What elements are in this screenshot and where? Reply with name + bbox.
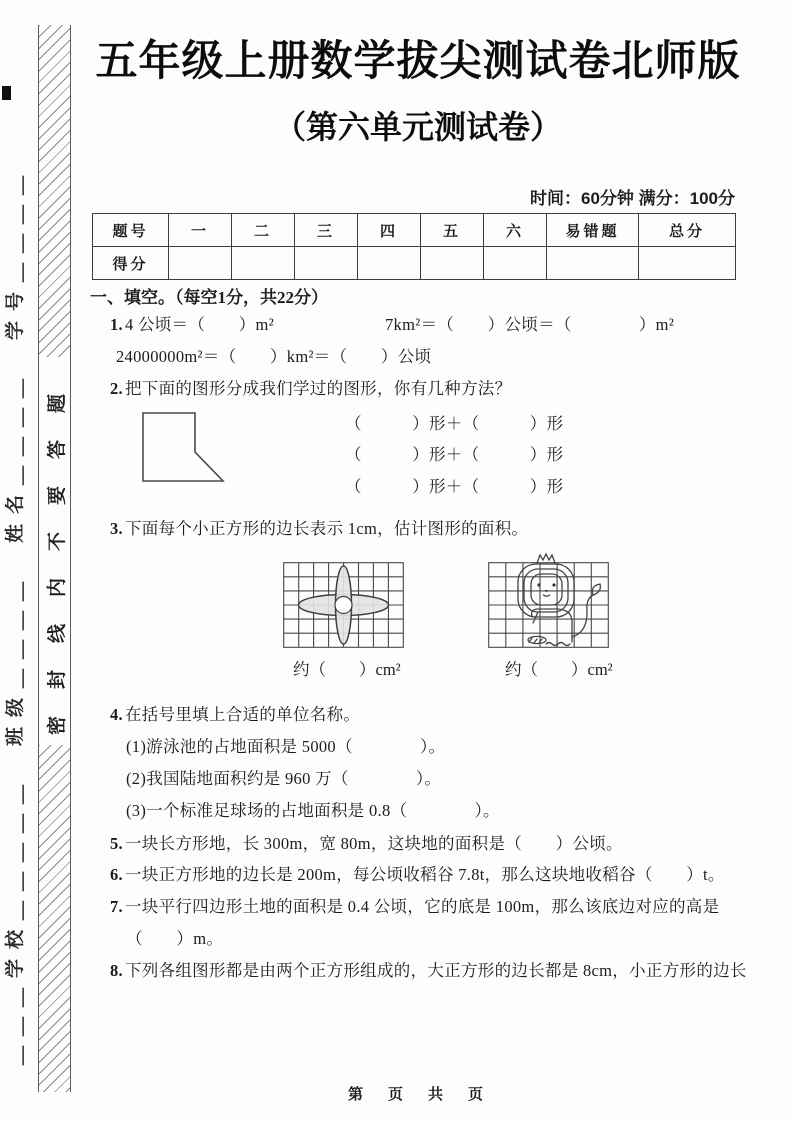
question-3-text: 3. 下面每个小正方形的边长表示 1cm，估计图形的面积。 <box>110 519 529 538</box>
score-table-cell: 五 <box>421 214 484 247</box>
score-row-label: 得分 <box>93 247 169 280</box>
score-table-cell: 二 <box>232 214 295 247</box>
question-2-blank-2: （ ）形＋（ ）形 <box>345 445 564 464</box>
page-subtitle: （第六单元测试卷） <box>273 109 562 145</box>
score-cell-empty <box>421 247 484 280</box>
question-8-text: 8. 下列各组图形都是由两个正方形组成的，大正方形的边长都是 8cm，小正方形的边长 <box>110 961 747 980</box>
seal-text-area <box>39 357 70 745</box>
question-7-number: 7. <box>110 897 123 916</box>
question-3-ellipse-grid-figure <box>283 562 404 648</box>
score-cell-empty <box>639 247 736 280</box>
question-4-text: 4. 在括号里填上合适的单位名称。 <box>110 705 361 724</box>
score-cell-empty <box>484 247 547 280</box>
question-4-number: 4. <box>110 705 123 724</box>
question-2-number: 2. <box>110 379 123 398</box>
score-table-cell: 总分 <box>639 214 736 247</box>
question-1-line-1: 1. 4 公顷＝（ ）m² <box>110 315 274 334</box>
question-5-number: 5. <box>110 834 123 853</box>
score-table-cell: 三 <box>295 214 358 247</box>
seal-band <box>38 25 71 1092</box>
question-8-number: 8. <box>110 961 123 980</box>
question-7-line-2: （ ）m。 <box>126 929 224 948</box>
score-table-cell: 题号 <box>93 214 169 247</box>
question-4-sub-2: (2)我国陆地面积约是 960 万（ ）。 <box>126 769 442 788</box>
page-footer: 第 页 共 页 <box>347 1087 488 1103</box>
score-table-score-row <box>93 247 736 280</box>
score-table-header-row <box>93 214 736 247</box>
hatch-pattern-bottom <box>39 745 70 1092</box>
question-4-sub-1: (1)游泳池的占地面积是 5000（ ）。 <box>126 737 446 756</box>
question-1-line-2: 24000000m²＝（ ）km²＝（ ）公顷 <box>116 347 432 366</box>
question-6-number: 6. <box>110 865 123 884</box>
lion-drawing <box>518 554 600 646</box>
score-cell-empty <box>358 247 421 280</box>
score-cell-empty <box>547 247 639 280</box>
question-1-line-1b: 7km²＝（ ）公顷＝（ ）m² <box>385 315 675 334</box>
question-3-left-answer: 约（ ）cm² <box>293 660 401 679</box>
score-cell-empty <box>295 247 358 280</box>
question-3-number: 3. <box>110 519 123 538</box>
score-table <box>92 213 736 280</box>
question-3-lion-grid-figure <box>488 552 609 648</box>
hatch-pattern-top <box>39 25 70 357</box>
student-info-fields: ＿＿＿学校＿＿＿＿＿ 班级＿＿＿＿ 姓名＿＿＿＿ 学号＿＿＿＿ <box>5 165 26 1065</box>
score-table-cell: 易错题 <box>547 214 639 247</box>
question-2-blank-3: （ ）形＋（ ）形 <box>345 477 564 496</box>
score-cell-empty <box>232 247 295 280</box>
section-1-heading: 一、填空。（每空1分，共22分） <box>90 288 328 307</box>
question-5-text: 5. 一块长方形地，长 300m，宽 80m，这块地的面积是（ ）公顷。 <box>110 834 623 853</box>
question-4-sub-3: (3)一个标准足球场的占地面积是 0.8（ ）。 <box>126 801 500 820</box>
score-table-cell: 六 <box>484 214 547 247</box>
registration-mark <box>2 86 11 100</box>
page-title: 五年级上册数学拔尖测试卷北师版 <box>95 37 741 84</box>
question-1-number: 1. <box>110 315 123 334</box>
question-2-blank-1: （ ）形＋（ ）形 <box>345 414 564 433</box>
seal-warning-text: 密封线内不要答题 <box>46 367 68 736</box>
question-7-text: 7. 一块平行四边形土地的面积是 0.4 公顷，它的底是 100m，那么该底边对应的高是 <box>110 897 720 916</box>
question-2-polygon-figure <box>135 408 230 488</box>
question-3-right-answer: 约（ ）cm² <box>505 660 613 679</box>
score-table-cell: 一 <box>169 214 232 247</box>
question-6-text: 6. 一块正方形地的边长是 200m，每公顷收稻谷 7.8t，那么这块地收稻谷（ ）t。 <box>110 865 725 884</box>
score-table-cell: 四 <box>358 214 421 247</box>
question-2-text: 2. 把下面的图形分成我们学过的图形，你有几种方法？ <box>110 379 512 398</box>
time-score-info: 时间：60分钟 满分：100分 <box>530 189 735 208</box>
score-cell-empty <box>169 247 232 280</box>
